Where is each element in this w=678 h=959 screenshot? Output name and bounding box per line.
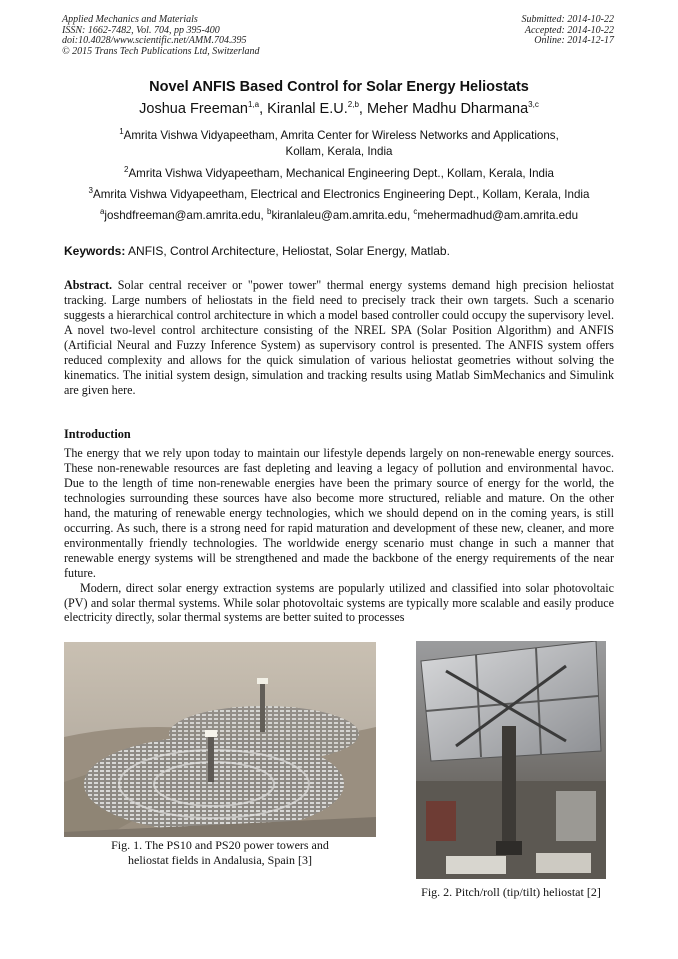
keywords-text: ANFIS, Control Architecture, Heliostat, Solar Energy, Matlab. — [125, 244, 450, 258]
author-sup: 2,b — [347, 100, 359, 110]
author-sup: 3,c — [528, 100, 539, 110]
author-name: Joshua Freeman — [139, 101, 248, 117]
author-name: Meher Madhu Dharmana — [366, 101, 529, 117]
keywords-label: Keywords: — [64, 244, 126, 258]
author-name: Kiranlal E.U. — [267, 101, 348, 117]
journal-doi: doi:10.4028/www.scientific.net/AMM.704.395 — [62, 35, 247, 47]
email-link[interactable]: joshdfreeman@am.amrita.edu — [104, 209, 261, 222]
affiliation-2 — [40, 166, 638, 182]
figure-1-caption — [64, 838, 376, 868]
journal-name: Applied Mechanics and Materials — [62, 14, 198, 25]
heliostat-photo — [416, 641, 606, 879]
figure-2-photo — [416, 641, 606, 879]
section-heading-introduction: Introduction — [64, 427, 131, 441]
paper-title: Novel ANFIS Based Control for Solar Energy Heliostats — [149, 79, 529, 95]
affiliation-text: Kollam, Kerala, India — [285, 144, 393, 158]
email-separator: , — [260, 209, 267, 222]
introduction-text — [64, 446, 614, 625]
abstract-text: Solar central receiver or "power tower" thermal energy systems demand high precision heliostat tracking. Large numbers of heliostats in the field need to precisely track their own targets. Such a scenario suggests a hierarchical control architecture in which a model based controller could occupy the supervisory level. A novel two-level control architecture consisting of the NREL SPA (Solar Position Algorithm) and ANFIS (Artificial Neural and Fuzzy Inference System) as supervisory control is presented. The ANFIS system offers reduced complexity and allows for the quick simulation of various heliostat geometries without solving the kinematics. The initial system design, simulation and tracking results using Matlab SimMechanics and Simulink are given here. — [64, 278, 614, 397]
email-separator: , — [406, 209, 414, 222]
affiliation-text: Amrita Vishwa Vidyapeetham, Amrita Center for Wireless Networks and Applications, — [123, 129, 559, 142]
email-sup: c — [413, 207, 418, 217]
author-emails — [40, 208, 638, 224]
journal-copyright: © 2015 Trans Tech Publications Ltd, Switzerland — [62, 45, 260, 57]
affiliation-sup: 3 — [88, 186, 93, 196]
journal-issn: ISSN: 1662-7482, Vol. 704, pp 395-400 — [62, 24, 220, 36]
accepted-date: Accepted: 2014-10-22 — [524, 24, 614, 36]
email-link[interactable]: mehermadhud@am.amrita.edu — [417, 209, 579, 222]
heliostat-field-photo — [64, 642, 376, 837]
affiliation-3 — [30, 187, 648, 203]
caption-line: Fig. 1. The PS10 and PS20 power towers and — [111, 838, 329, 852]
paragraph: The energy that we rely upon today to maintain our lifestyle depends largely on non-renewable energy sources. These non-renewable resources are fast depleting and leaving a legacy of pollution and environmental havoc. Due to the length of time non-renewable energies have been the primary source of energy for the world, the technologies surrounding these sources have also become more structured, reliable and mature. On the other hand, the maturing of renewable energy technologies, which we should depend on in the coming years, is still occurring. As such, there is a strong need for rapid maturation and development of these new, cleaner, and more environmentally friendly technologies. The worldwide energy scenario must change in such a manner that renewable energy systems will be strengthened and made the backbone of the energy requirements of the near future. — [64, 446, 614, 580]
journal-header-left — [62, 15, 260, 57]
affiliation-sup: 1 — [119, 127, 124, 137]
affiliation-sup: 2 — [123, 165, 129, 175]
email-sup: b — [266, 207, 272, 217]
figure-2-caption: Fig. 2. Pitch/roll (tip/tilt) heliostat [2] — [421, 885, 601, 899]
author-sup: 1,a — [247, 100, 260, 110]
affiliation-1 — [40, 128, 638, 159]
journal-header-right — [522, 15, 615, 47]
submitted-date: Submitted: 2014-10-22 — [521, 14, 614, 25]
author-separator: , — [259, 101, 268, 117]
online-date: Online: 2014-12-17 — [534, 35, 614, 47]
abstract-label: Abstract. — [64, 278, 113, 292]
author-list — [0, 101, 678, 117]
affiliation-text: Amrita Vishwa Vidyapeetham, Mechanical Engineering Dept., Kollam, Kerala, India — [128, 167, 554, 180]
email-sup: a — [99, 207, 105, 217]
email-link[interactable]: kiranlaleu@am.amrita.edu — [271, 209, 407, 222]
caption-line: heliostat fields in Andalusia, Spain [3] — [128, 853, 312, 867]
keywords — [64, 244, 616, 258]
affiliation-text: Amrita Vishwa Vidyapeetham, Electrical and Electronics Engineering Dept., Kollam, Kerala, India — [93, 188, 590, 201]
abstract — [64, 278, 614, 398]
paragraph: Modern, direct solar energy extraction systems are popularly utilized and classified into solar photovoltaic (PV) and solar thermal systems. While solar photovoltaic systems are typically more scalable and easily produce electricity directly, solar thermal systems are better suited to processes — [64, 580, 614, 625]
figure-1-photo — [64, 642, 376, 837]
author-separator: , — [358, 101, 367, 117]
